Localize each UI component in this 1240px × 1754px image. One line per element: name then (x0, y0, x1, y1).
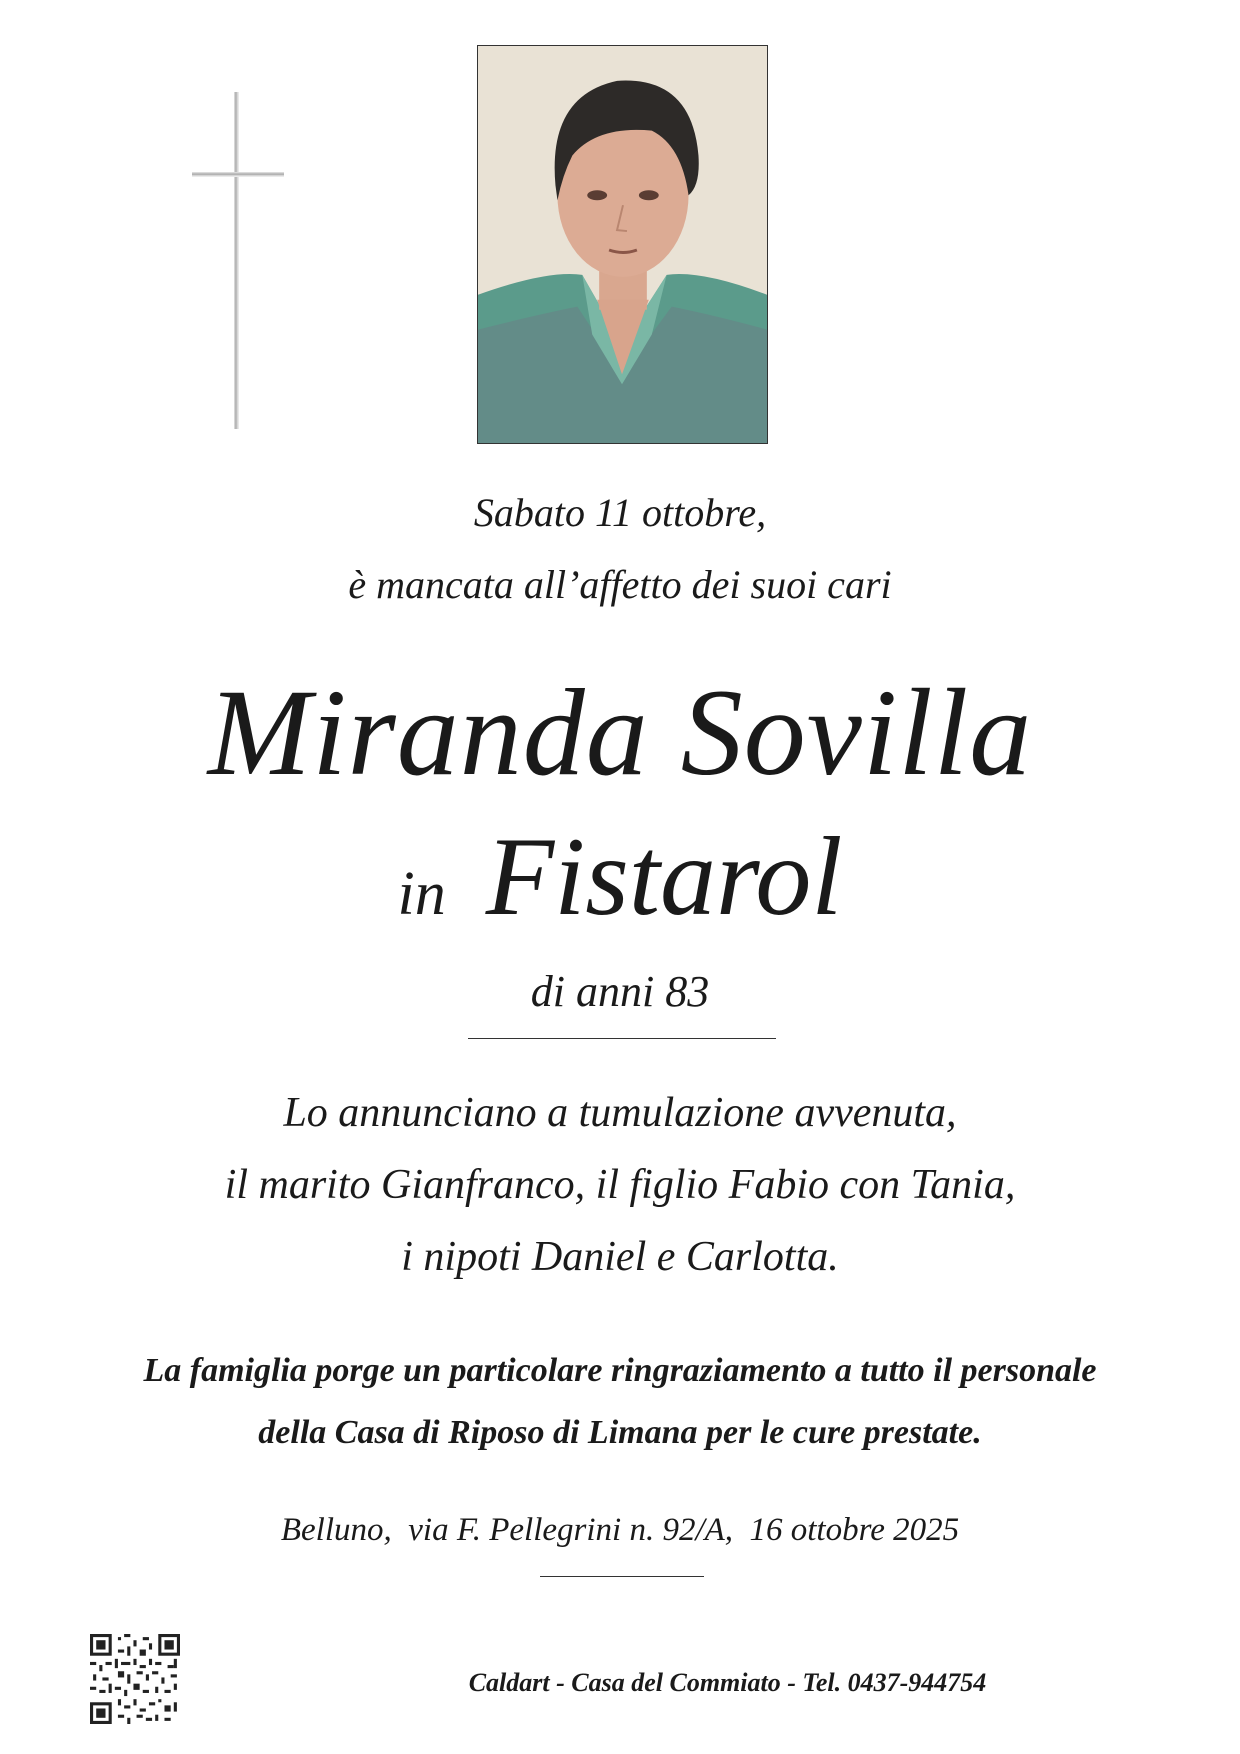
thanks-note (0, 1340, 1240, 1464)
announcement-line: il marito Gianfranco, il figlio Fabio con Tania, (224, 1162, 1016, 1208)
portrait-photo (477, 45, 768, 444)
divider (468, 1038, 776, 1039)
thanks-line: della Casa di Riposo di Limana per le cure prestate. (258, 1414, 982, 1451)
announcement (0, 1077, 1240, 1293)
thanks-line: La famiglia porge un particolare ringraziamento a tutto il personale (143, 1352, 1097, 1389)
deceased-name: Miranda Sovilla (207, 664, 1033, 801)
married-name-row (0, 812, 1240, 942)
deceased-age: di anni 83 (530, 967, 710, 1016)
place-date: Belluno, via F. Pellegrini n. 92/A, 16 ottobre 2025 (280, 1512, 960, 1548)
announcement-line: i nipoti Daniel e Carlotta. (401, 1234, 839, 1280)
cross-icon (188, 90, 288, 435)
in-word: in (397, 860, 446, 928)
intro-phrase: è mancata all’affetto dei suoi cari (348, 562, 892, 607)
married-surname: Fistarol (485, 815, 843, 939)
intro-text (0, 477, 1240, 621)
funeral-home-footer: Caldart - Casa del Commiato - Tel. 0437-944754 (468, 1668, 987, 1697)
divider (540, 1576, 704, 1577)
intro-date: Sabato 11 ottobre, (473, 490, 767, 535)
announcement-line: Lo annunciano a tumulazione avvenuta, (283, 1090, 957, 1136)
qr-code-icon (90, 1634, 180, 1724)
